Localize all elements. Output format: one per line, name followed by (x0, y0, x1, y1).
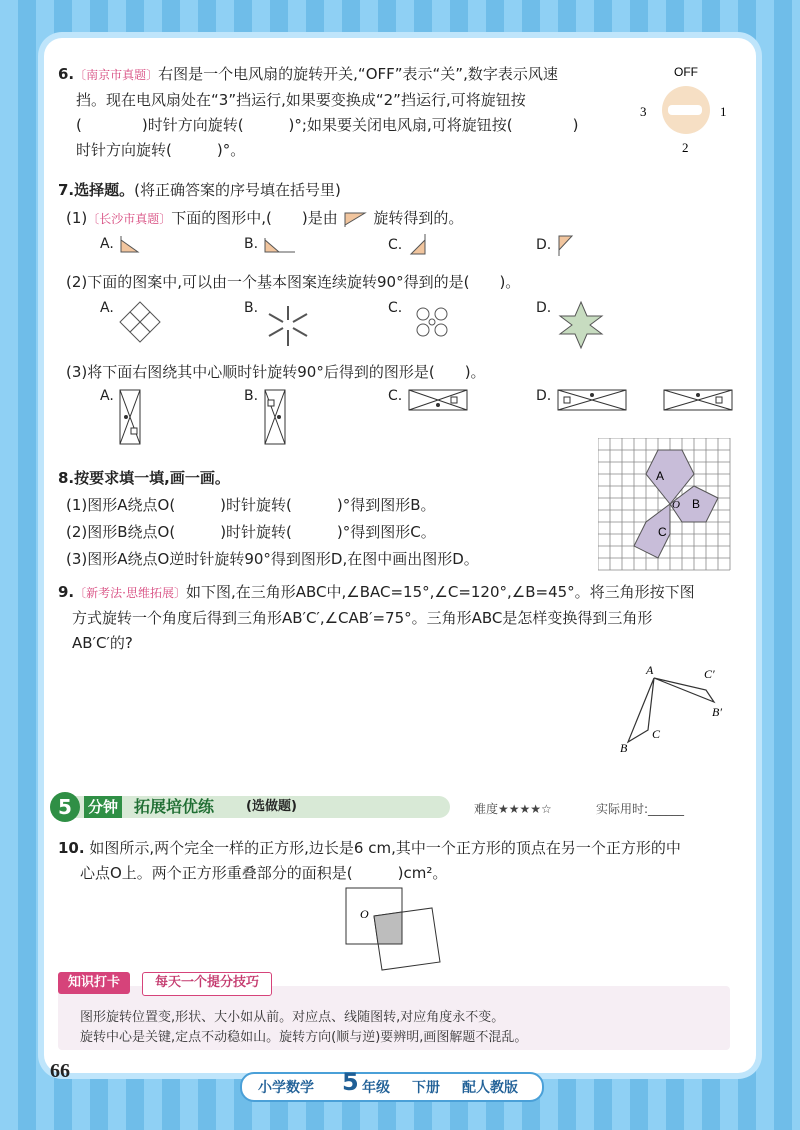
star-lines-pattern (263, 300, 313, 350)
question-text: 如下图,在三角形ABC中,∠BAC=15°,∠C=120°,∠B=45°。将三角形按下图 (185, 583, 695, 601)
option-label: B. (244, 236, 259, 252)
q7-1-option-b[interactable] (244, 234, 297, 254)
option-shape (263, 234, 297, 254)
option-label: B. (244, 300, 259, 316)
dial-label-off: OFF (674, 65, 698, 79)
label-c: C (658, 525, 667, 539)
question-number: 9. (58, 583, 75, 601)
dial-pointer (668, 105, 702, 115)
rotation-grid-figure (598, 438, 736, 572)
label-c-prime: C′ (704, 667, 715, 681)
q7-2-option-b[interactable] (244, 300, 313, 350)
label-o: O (672, 499, 680, 511)
q7-2-option-a[interactable] (100, 300, 162, 344)
q7-1-option-a[interactable] (100, 234, 142, 254)
label-a: A (646, 663, 654, 677)
question-number: 10. (58, 839, 85, 857)
question-9 (58, 580, 738, 656)
question-text: 下面的图形中,( )是由 (171, 209, 338, 227)
part-number: (1) (66, 209, 88, 227)
footer-term: 下册 (412, 1080, 440, 1096)
dial-label-1: 1 (720, 104, 727, 119)
question-7-part-2: (2)下面的图案中,可以由一个基本图案连续旋转90°得到的是( )。 (66, 273, 521, 291)
option-label: D. (536, 300, 552, 316)
rotated-rectangle-figure (118, 388, 142, 448)
question-text: 时针方向旋转( )°。 (76, 141, 246, 159)
fan-dial-figure (636, 62, 736, 158)
question-10 (58, 836, 738, 886)
question-7-part-1 (66, 206, 463, 232)
banner-unit: 分钟 (84, 796, 122, 818)
option-label: A. (100, 300, 114, 316)
question-number: 7. (58, 181, 75, 199)
triangle-ab2c2 (654, 678, 714, 702)
question-text: 心点O上。两个正方形重叠部分的面积是( )cm²。 (80, 864, 448, 882)
label-b-prime: B′ (712, 705, 722, 719)
question-number: 6. (58, 65, 75, 83)
knowledge-tip (58, 972, 730, 1050)
section-banner (50, 792, 740, 822)
q7-3-option-c[interactable] (388, 388, 469, 414)
diamond-pattern (118, 300, 162, 344)
question-text: 如图所示,两个完全一样的正方形,边长是6 cm,其中一个正方形的顶点在另一个正方形的中 (89, 839, 681, 857)
banner-title: 拓展培优练 (134, 797, 215, 816)
original-rectangle-figure (662, 388, 736, 414)
dial-label-3: 3 (640, 104, 647, 119)
label-b: B (692, 497, 701, 511)
option-label: C. (388, 388, 403, 404)
difficulty-rating: 难度★★★★☆ (474, 802, 552, 816)
question-hint: (将正确答案的序号填在括号里) (134, 181, 341, 199)
question-title: 选择题。 (74, 181, 135, 199)
option-label: C. (388, 300, 403, 316)
source-tag: 〔南京市真题〕 (74, 68, 159, 82)
option-label: B. (244, 388, 259, 404)
option-shape (556, 234, 576, 256)
option-label: A. (100, 236, 114, 252)
rotated-rectangle-figure (556, 388, 628, 414)
question-7-part-3: (3)将下面右图绕其中心顺时针旋转90°后得到的图形是( )。 (66, 363, 486, 381)
option-label: D. (536, 237, 552, 253)
option-label: C. (388, 237, 403, 253)
question-8 (58, 466, 479, 572)
tip-line: 图形旋转位置变,形状、大小如从前。对应点、线随图转,对应角度永不变。 (80, 1010, 505, 1025)
question-text: (2)图形B绕点O( )时针旋转( )°得到图形C。 (66, 523, 436, 541)
footer-badge (240, 1068, 544, 1102)
label-b: B (620, 741, 628, 755)
option-shape (407, 234, 431, 256)
question-text: 方式旋转一个角度后得到三角形AB′C′,∠CAB′=75°。三角形ABC是怎样变换得到三角形 (72, 609, 653, 627)
source-tag: 〔长沙市真题〕 (87, 212, 172, 226)
hexagram-pattern (556, 300, 606, 350)
q7-2-option-c[interactable] (388, 300, 457, 344)
question-text: (3)图形A绕点O逆时针旋转90°得到图形D,在图中画出图形D。 (66, 550, 479, 568)
overlap-region (374, 912, 402, 944)
question-text: 挡。现在电风扇处在“3”挡运行,如果要变换成“2”挡运行,可将旋钮按 (76, 91, 526, 109)
tip-title: 每天一个提分技巧 (142, 972, 272, 996)
question-text: ( )时针方向旋转( )°;如果要关闭电风扇,可将旋钮按( ) (76, 116, 579, 134)
question-title: 按要求填一填,画一画。 (74, 469, 230, 487)
rotated-rectangle-figure (263, 388, 287, 448)
flower-pattern (407, 300, 457, 344)
question-number: 8. (58, 469, 75, 487)
q7-3-option-b[interactable] (244, 388, 287, 448)
footer-grade-number: 5 (342, 1068, 359, 1096)
overlapping-squares-figure (340, 884, 444, 972)
footer-edition: 配人教版 (462, 1080, 518, 1096)
q7-3-option-d[interactable] (536, 388, 628, 414)
footer-subject: 小学数学 (258, 1080, 314, 1096)
label-c: C (652, 727, 661, 741)
tip-label: 知识打卡 (58, 972, 130, 994)
rotated-rectangle-figure (407, 388, 469, 414)
triangle-abc (628, 678, 654, 742)
q7-2-option-d[interactable] (536, 300, 606, 350)
q7-3-option-a[interactable] (100, 388, 142, 448)
option-shape (118, 234, 142, 254)
q7-1-option-c[interactable] (388, 234, 431, 256)
question-text: 旋转得到的。 (373, 209, 464, 227)
label-a: A (656, 469, 665, 483)
reference-flag-shape (343, 211, 369, 227)
time-field[interactable]: 实际用时:______ (596, 802, 685, 816)
question-text: AB′C′的? (72, 634, 133, 652)
tip-line: 旋转中心是关键,定点不动稳如山。旋转方向(顺与逆)要辨明,画图解题不混乱。 (80, 1030, 528, 1045)
question-text: (1)图形A绕点O( )时针旋转( )°得到图形B。 (66, 496, 436, 514)
banner-digit: 5 (50, 792, 80, 822)
footer-grade: 年级 (362, 1080, 390, 1096)
label-o: O (360, 907, 369, 921)
triangle-rotation-figure (610, 660, 740, 756)
question-text: 右图是一个电风扇的旋转开关,“OFF”表示“关”,数字表示风速 (158, 65, 558, 83)
dial-label-2: 2 (682, 140, 689, 155)
banner-note: (选做题) (246, 799, 297, 814)
page-number: 66 (50, 1060, 70, 1082)
option-label: A. (100, 388, 114, 404)
source-tag: 〔新考法·思维拓展〕 (74, 586, 186, 600)
question-6 (58, 62, 638, 163)
option-label: D. (536, 388, 552, 404)
q7-1-option-d[interactable] (536, 234, 576, 256)
question-7-title (58, 178, 341, 203)
